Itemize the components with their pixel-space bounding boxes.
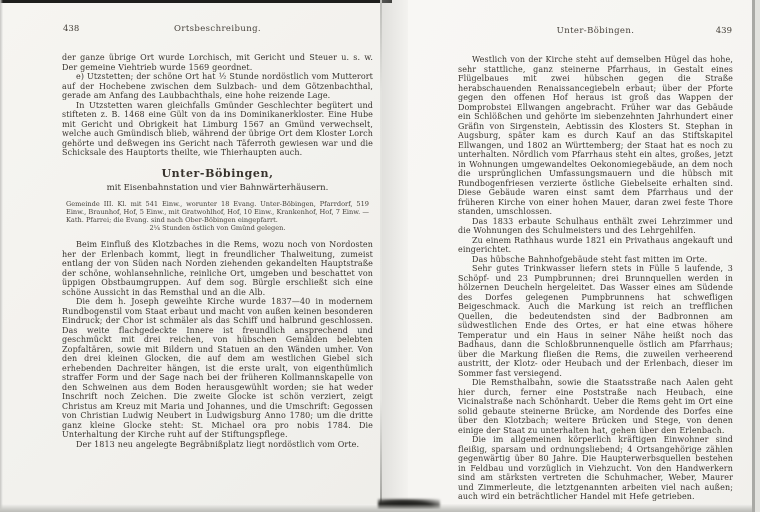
left-page [62, 24, 373, 449]
page-gutter-shadow [382, 0, 408, 512]
paragraph: Beim Einfluß des Klotzbaches in die Rems, wozu noch von Nordosten her der Erlenbach kommt, liegt in freundlicher Thalweitung, zumeist entlang der von Süden nach Norden ziehenden gekandelten Hauptstraße der schöne, wohlansehnliche, reinliche Ort, umgeben und beschattet von üppigen Obstbaumgruppen. Auf dem sog. Bürgle erschließt sich eine schöne Aussicht in das Remsthal und an die Alb. [62, 240, 373, 297]
paragraph: Die Remsthalbahn, sowie die Staatsstraße nach Aalen geht hier durch, ferner eine Poststraße nach Heubach, eine Vicinalstraße nach Schönhardt. Ueber die Rems geht im Ort eine solid gebaute steinerne Brücke, am Nordende des Dorfes eine über den Klotzbach; weitere Brücken und Stege, von denen einige der Staat zu unterhalten hat, gehen über den Erlenbach. [458, 378, 733, 435]
section-subtitle: mit Eisenbahnstation und vier Bahnwärterhäusern. [106, 182, 329, 193]
section-title: Unter-Böbingen, [161, 166, 274, 180]
left-body-text [62, 53, 373, 449]
right-page [458, 26, 733, 502]
page-gutter-line [380, 0, 382, 512]
right-running-head [458, 26, 733, 40]
scan-bottom-edge [0, 504, 760, 512]
paragraph: Westlich von der Kirche steht auf demselben Hügel das hohe, sehr stattliche, ganz steinerne Pfarrhaus, in Gestalt eines Flügelbaues mit zwei hübschen gegen die Straße herabschauenden Renaissancegiebeln erbaut; über der Pforte gegen den offenen Hof heraus ist groß das Wappen der Domprobstei Ellwangen angebracht. Früher war das Gebäude ein Schlößchen und gehörte im siebenzehnten Jahrhundert einer Gräfin von Sirgenstein, Aebtissin des Klosters St. Stephan in Augsburg, später kam es durch Kauf an das Stiftskapitel Ellwangen, und 1802 an Württemberg; der Staat hat es noch zu unterhalten. Nördlich vom Pfarrhaus steht ein altes, großes, jetzt in Wohnungen umgewandeltes Oekonomiegebäude, an dem noch die ursprünglichen Umfassungsmauern und die hübsch mit Rundbogenfriesen verzierte östliche Giebelseite erhalten sind. Diese Gebäude waren einst samt dem Pfarrhaus und der früheren Kirche von einer hohen Mauer, daran zwei feste Thore standen, umschlossen. [458, 55, 733, 216]
paragraph: e) Utzstetten; der schöne Ort hat ½ Stunde nordöstlich vom Mutterort auf der Hochebene zwischen dem Sulzbach- und dem Götzenbachthal, gerade am Anfang des Laubbachthals, eine hohe reizende Lage. [62, 72, 373, 100]
left-page-number: 438 [63, 24, 80, 34]
section-statistics-note: Gemeinde III. Kl. mit 541 Einw., worunter 18 Evang. Unter-Böbingen, Pfarrdorf, 519 Einw., Braunhof, Hof, 5 Einw., mit Gratwohlhof, Hof, 10 Einw., Krankenhof, Hof, 7 Einw. — Kath. Pfarrei; die Evang. sind nach Ober-Böbingen eingepfarrt. [66, 199, 369, 224]
paragraph: Das 1833 erbaute Schulhaus enthält zwei Lehrzimmer und die Wohnungen des Schulmeisters und des Lehrgehilfen. [458, 216, 733, 235]
left-running-head [62, 24, 373, 38]
right-body-text [458, 55, 733, 502]
left-running-title: Ortsbeschreibung. [173, 24, 262, 34]
section-statistics-note-last-line: 2¼ Stunden östlich von Gmünd gelegen. [149, 224, 286, 233]
right-running-title: Unter-Böbingen. [556, 26, 635, 36]
paragraph: Die im allgemeinen körperlich kräftigen Einwohner sind fleißig, sparsam und ordnungsliebend; 4 Ortsangehörige zählen gegenwärtig über 80 Jahre. Die Haupterwerbsquellen bestehen in Feldbau und vorzüglich in Viehzucht. Von den Handwerkern sind am stärksten vertreten die Schuhmacher, Weber, Maurer und Zimmerleute, die letztgenannten arbeiten viel nach außen; auch wird ein beträchtlicher Handel mit Hefe getrieben. [458, 435, 733, 501]
scan-right-margin [755, 0, 760, 512]
scan-left-edge-shadow [0, 0, 3, 512]
paragraph: In Utzstetten waren gleichfalls Gmünder Geschlechter begütert und stifteten z. B. 1468 eine Gült von da ins Dominikanerkloster. Eine Hube mit Gericht und Obrigkeit hat Limburg 1567 an Gmünd verwechselt, welche auch Gmündisch blieb, während der übrige Ort dem Kloster Lorch gehörte und deßwegen ins Gericht nach Täferroth gewiesen war und die Schicksale des Hauptorts theilte, wie Thierhaupten auch. [62, 100, 373, 157]
paragraph: der ganze übrige Ort wurde Lorchisch, mit Gericht und Steuer u. s. w. Der gemeine Viehtrieb wurde 1569 geordnet. [62, 53, 373, 72]
paragraph: Die dem h. Joseph geweihte Kirche wurde 1837—40 in modernem Rundbogenstil vom Staat erbaut und macht von außen keinen besonderen Eindruck; der Chor ist schmäler als das Schiff und halbrund geschlossen. Das weite flachgedeckte Innere ist freundlich ansprechend und geschmückt mit drei reichen, von hübschen Gemälden belebten Zopfaltären, sowie mit Bildern und Statuen an den Wänden umher. Von den drei kleinen Glocken, die auf dem am westlichen Giebel sich erhebenden Dachreiter hängen, ist die erste uralt, von eigenthümlich straffer Form und der Sage nach bei der früheren Kollmannskapelle von den Schweinen aus dem Boden herausgewühlt worden; sie hat weder Inschrift noch Zeichen. Die zweite Glocke ist schön verziert, zeigt Christus am Kreuz mit Maria und Johannes, und die Umschrift: Gegossen von Christian Ludwig Neubert in Ludwigsburg Anno 1780; um die dritte ganz kleine Glocke steht: St. Michael ora pro nobis 1784. Die Unterhaltung der Kirche ruht auf der Stiftungspflege. [62, 297, 373, 440]
scan-top-black-strip [0, 0, 392, 3]
paragraph: Der 1813 neu angelegte Begräbnißplatz liegt nordöstlich vom Orte. [76, 439, 360, 449]
paragraph: Zu einem Rathhaus wurde 1821 ein Privathaus angekauft und eingerichtet. [458, 235, 733, 254]
right-page-number: 439 [715, 26, 732, 36]
paragraph: Sehr gutes Trinkwasser liefern stets in Fülle 5 laufende, 3 Schöpf- und 23 Pumpbrunnen; drei Brunnquellen werden in hölzernen Deucheln hergeleitet. Das Wasser eines am Südende des Dorfes gelegenen Pumpbrunnens hat schwefligen Beigeschmack. Auch die Markung ist reich an trefflichen Quellen, die bedeutendsten sind der Badbronnen am südwestlichen Ende des Ortes, er hat eine etwas höhere Temperatur und ein Haus in seiner Nähe heißt noch das Badhaus, dann die Schloßbrunnenquelle östlich am Pfarrhaus; über die Markung fließen die Rems, die zuweilen verheerend austritt, der Klotz- oder Heubach und der Erlenbach, dieser im Sommer fast versiegend. [458, 264, 733, 378]
paragraph: Das hübsche Bahnhofgebäude steht fast mitten im Orte. [472, 254, 708, 264]
